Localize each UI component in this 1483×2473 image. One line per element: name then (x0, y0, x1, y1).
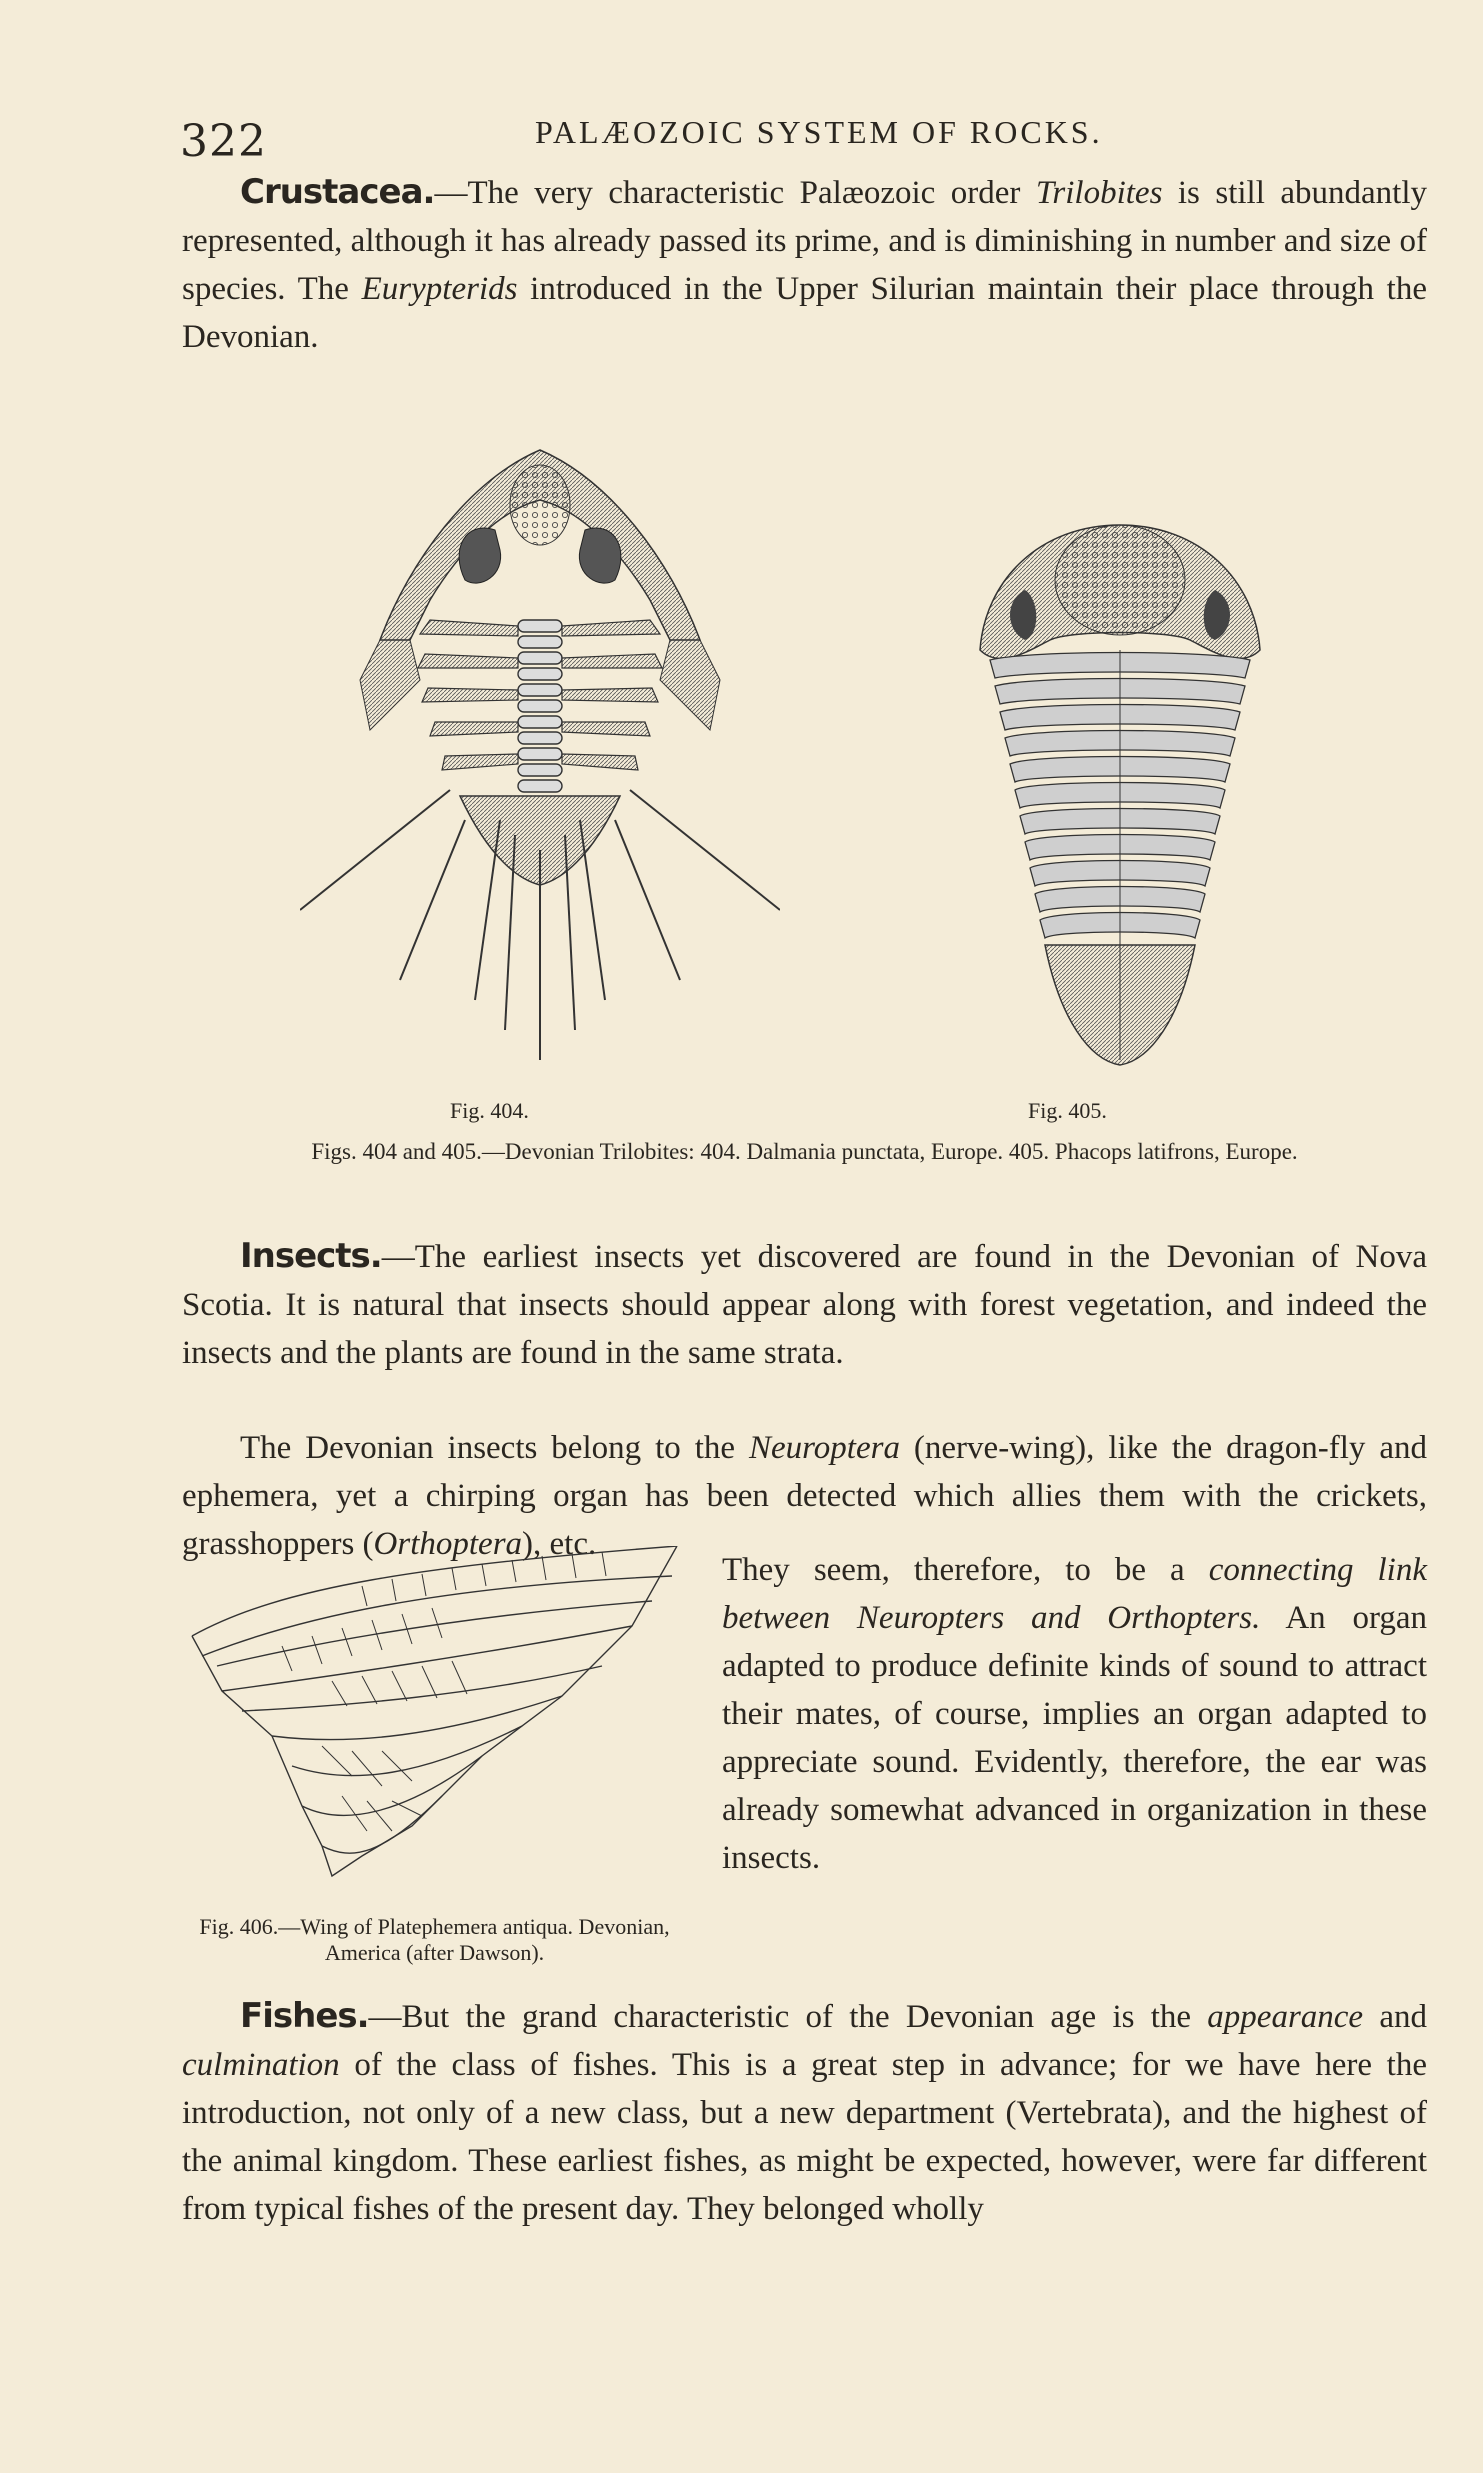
crustacea-italic-eurypterids: Eurypterids (361, 271, 518, 307)
trilobite-figures (300, 440, 1420, 1123)
fishes-paragraph (182, 1992, 1427, 2233)
fishes-text-1: —But the grand characteristic of the Devonian age is the (368, 1999, 1208, 2035)
page-header (180, 108, 1423, 168)
crustacea-text-3: introduced in the Upper Silurian maintain their place through the Devonian. (182, 271, 1427, 355)
crustacea-text-1: —The very characteristic Palæozoic order (434, 175, 1036, 211)
phacops-trilobite-illustration (970, 520, 1270, 1080)
crustacea-paragraph (182, 168, 1427, 361)
insects-p2-text-1: The Devonian insects belong to the (240, 1430, 750, 1466)
insects-wrap-paragraph (722, 1546, 1427, 1882)
insects-wrap-text-1: They seem, therefore, to be a (722, 1552, 1209, 1588)
platephemera-wing-illustration (182, 1546, 682, 1916)
insects-italic-neuroptera: Neuroptera (749, 1430, 900, 1466)
crustacea-italic-trilobites: Trilobites (1035, 175, 1163, 211)
fig-405-label: Fig. 405. (1028, 1098, 1107, 1123)
fig-404-label: Fig. 404. (450, 1098, 529, 1123)
insects-paragraph-1 (182, 1232, 1427, 1377)
wing-figure-block (182, 1546, 1427, 1966)
insects-p2-text-3: ), etc. (522, 1526, 597, 1562)
insects-text-1: —The earliest insects yet discovered are found in the Devonian of Nova Scotia. It is natural that insects should appear along with forest vegetation, and indeed the insects and the plants are found in the same strata. (182, 1239, 1427, 1371)
crustacea-heading: Crustacea. (240, 172, 435, 212)
insects-wrap-text-2: An organ adapted to produce definite kinds of sound to attract their mates, of course, implies an organ adapted to appreciate sound. Evidently, therefore, the ear was already somewhat advanced in organization in these insects. (722, 1600, 1427, 1876)
dalmania-trilobite-illustration (300, 440, 780, 1060)
insects-heading: Insects. (240, 1236, 382, 1276)
fishes-heading: Fishes. (240, 1996, 369, 2036)
figures-404-405-caption: Figs. 404 and 405.—Devonian Trilobites: 404. Dalmania punctata, Europe. 405. Phacops latifrons, Europe. (311, 1139, 1298, 1164)
insects-italic-connecting-link: connecting link between Neuropters and Orthopters. (722, 1552, 1427, 1636)
fishes-italic-culmination: culmination (182, 2047, 340, 2083)
running-head: PALÆOZOIC SYSTEM OF ROCKS. (535, 114, 1103, 150)
insects-p2-text-2: (nerve-wing), like the dragon-fly and ephemera, yet a chirping organ has been detected which allies them with the crickets, grasshoppers ( (182, 1430, 1428, 1562)
fishes-text-3: of the class of fishes. This is a great step in advance; for we have here the introduction, not only of a new class, but a new department (Vertebrata), and the highest of the animal kingdom. These earliest fishes, as might be expected, however, were far different from typical fishes of the present day. They belonged wholly (182, 2047, 1427, 2227)
fishes-text-2: and (1363, 1999, 1427, 2035)
crustacea-text-2: is still abundantly represented, although it has already passed its prime, and is diminishing in number and size of species. The (182, 175, 1427, 307)
page-number: 322 (180, 116, 267, 167)
fishes-italic-appearance: appearance (1207, 1999, 1364, 2035)
fig-406-caption: Fig. 406.—Wing of Platephemera antiqua. Devonian, America (after Dawson). (199, 1914, 670, 1965)
insects-italic-orthoptera: Orthoptera (373, 1526, 523, 1562)
